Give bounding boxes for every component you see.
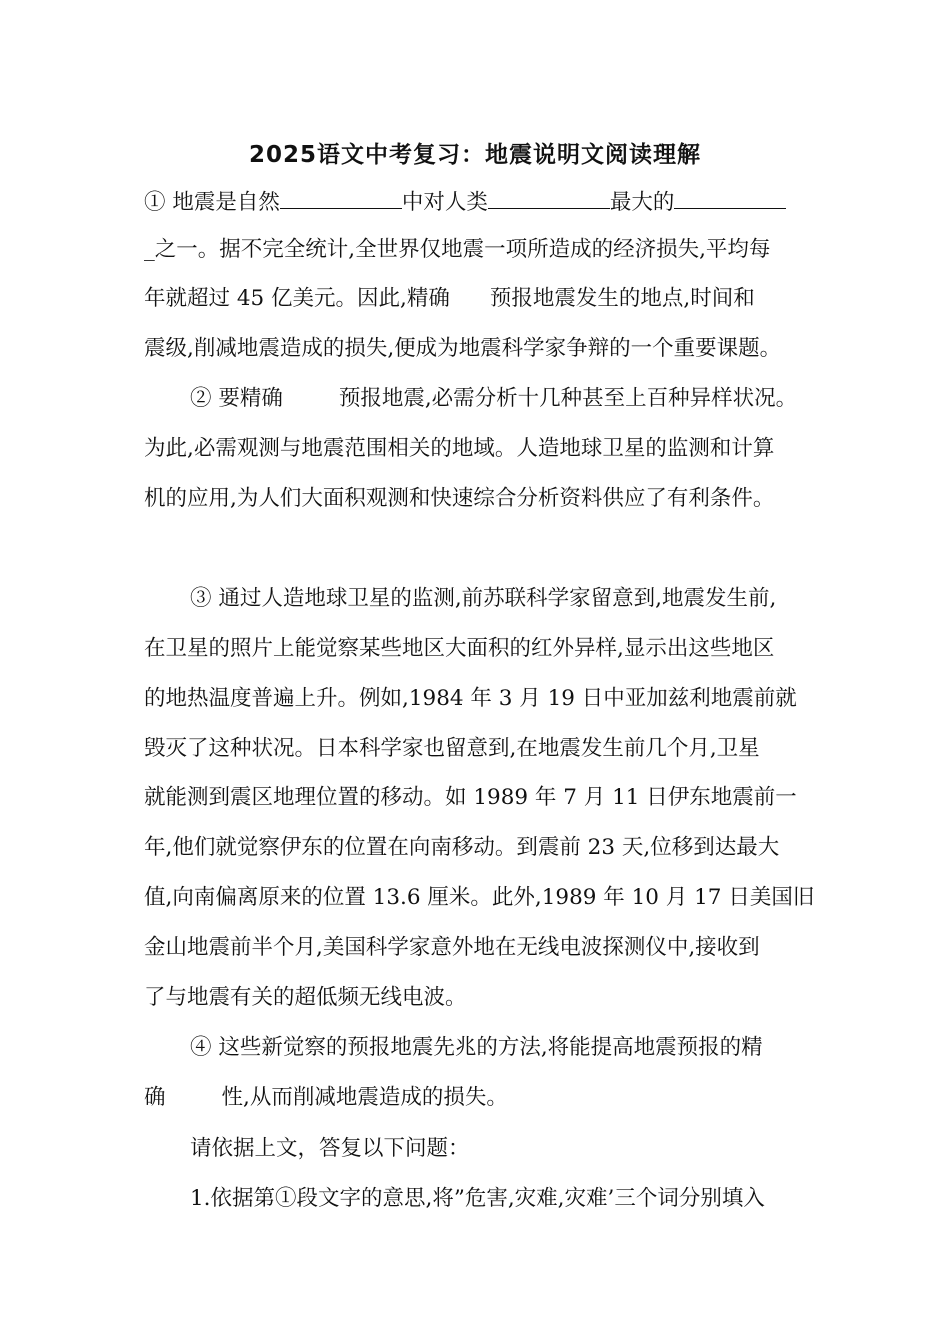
question-1: 1.依据第①段文字的意思,将”危害,灾难,灾难’三个词分别填入	[190, 1186, 765, 1211]
paragraph-3-line-2: 在卫星的照片上能觉察某些地区大面积的红外异样,显示出这些地区	[144, 636, 775, 661]
paragraph-3-line-5: 就能测到震区地理位置的移动。如 1989 年 7 月 11 日伊东地震前一	[144, 785, 797, 810]
text-segment: 最大的	[609, 190, 675, 215]
paragraph-2-line-2: 为此,必需观测与地震范围相关的地域。人造地球卫星的监测和计算	[144, 436, 775, 461]
paragraph-1-line-4: 震级,削减地震造成的损失,便成为地震科学家争辩的一个重要课题。	[144, 336, 782, 361]
text-segment: 年就超过 45 亿美元。因此,精确	[144, 286, 450, 311]
paragraph-1-line-2: _之一。据不完全统计,全世界仅地震一项所造成的经济损失,平均每	[144, 237, 771, 262]
document-title: 2025语文中考复习：地震说明文阅读理解	[248, 142, 701, 168]
text-segment: 预报地震发生的地点,时间和	[489, 286, 755, 311]
paragraph-3-line-8: 金山地震前半个月,美国科学家意外地在无线电波探测仪中,接收到	[144, 935, 760, 960]
text-segment: 性,从而削减地震造成的损失。	[221, 1085, 508, 1110]
fill-blank-3[interactable]	[674, 186, 786, 209]
paragraph-3-line-4: 毁灭了这种状况。日本科学家也留意到,在地震发生前几个月,卫星	[144, 736, 760, 761]
text-segment: ① 地震是自然	[144, 190, 280, 215]
paragraph-3-line-6: 年,他们就觉察伊东的位置在向南移动。到震前 23 天,位移到达最大	[144, 835, 780, 860]
paragraph-3-line-7: 值,向南偏离原来的位置 13.6 厘米。此外,1989 年 10 月 17 日美国旧	[144, 885, 815, 910]
paragraph-3-line-9: 了与地震有关的超低频无线电波。	[144, 985, 467, 1010]
instructions: 请依据上文，答复以下问题：	[190, 1136, 470, 1161]
paragraph-1-line-3	[144, 284, 824, 314]
text-segment: 预报地震,必需分析十几种甚至上百种异样状况。	[338, 386, 798, 411]
paragraph-4-line-1: ④ 这些新觉察的预报地震先兆的方法,将能提高地震预报的精	[190, 1035, 763, 1060]
text-segment: 中对人类	[401, 190, 488, 215]
paragraph-2-line-3: 机的应用,为人们大面积观测和快速综合分析资料供应了有利条件。	[144, 486, 775, 511]
fill-blank-1[interactable]	[280, 186, 402, 209]
paragraph-4-line-2	[144, 1083, 824, 1113]
paragraph-2-line-1	[190, 384, 870, 414]
text-segment: ② 要精确	[190, 386, 283, 411]
text-segment: 确	[144, 1085, 166, 1110]
fill-blank-2[interactable]	[488, 186, 610, 209]
paragraph-3-line-3: 的地热温度普遍上升。例如,1984 年 3 月 19 日中亚加兹利地震前就	[144, 686, 797, 711]
paragraph-1-line-1	[144, 186, 824, 216]
paragraph-3-line-1: ③ 通过人造地球卫星的监测,前苏联科学家留意到,地震发生前,	[190, 586, 777, 611]
